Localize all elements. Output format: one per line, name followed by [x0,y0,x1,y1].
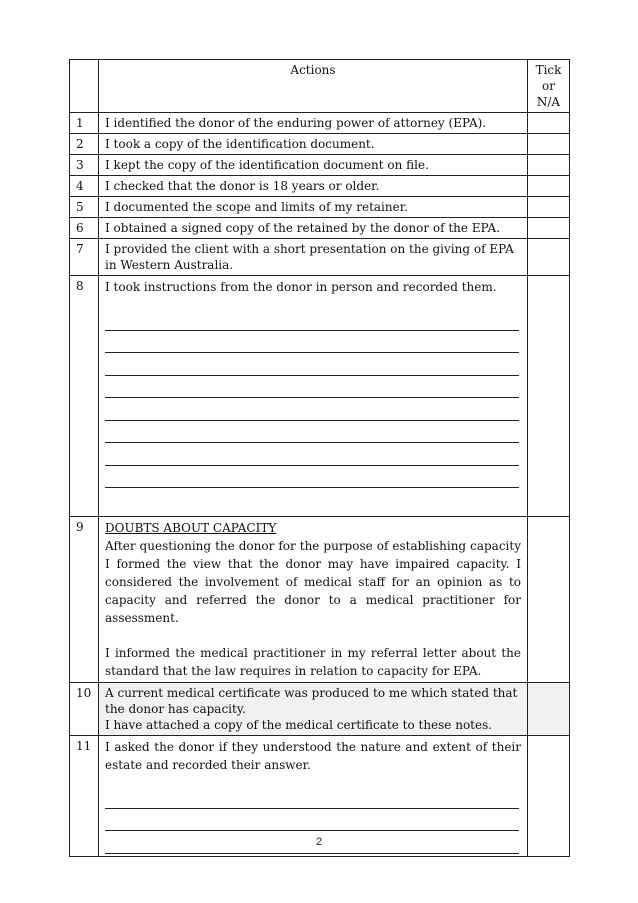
row-number: 1 [70,113,99,134]
table-row [70,276,570,517]
row-action-text: I have attached a copy of the medical certificate to these notes. [105,718,493,732]
row-number: 8 [70,276,99,517]
tick-column-header [528,60,570,113]
row-number: 7 [70,239,99,276]
row-action-text: I asked the donor if they understood the nature and extent of their estate and recorded their answer. [105,740,521,772]
row-action-cell [99,683,528,736]
row-action-text: I took a copy of the identification document. [99,134,528,155]
table-row [70,239,570,276]
tick-box[interactable] [528,218,570,239]
table-row [70,218,570,239]
row-number: 5 [70,197,99,218]
note-line[interactable] [105,353,519,376]
table-row [70,683,570,736]
row-action-text: I provided the client with a short presentation on the giving of EPA in Western Australia. [99,239,528,276]
row-action-text: I identified the donor of the enduring power of attorney (EPA). [99,113,528,134]
note-line[interactable] [105,809,519,832]
row-action-cell [99,276,528,517]
tick-box[interactable] [528,113,570,134]
notes-lines[interactable] [105,308,521,488]
row-action-text: I documented the scope and limits of my retainer. [99,197,528,218]
actions-column-header: Actions [99,60,528,113]
row-number: 2 [70,134,99,155]
row-number: 11 [70,736,99,857]
table-row [70,113,570,134]
table-row [70,134,570,155]
tick-header-line-1: Tick [535,63,562,77]
row-action-text: I checked that the donor is 18 years or older. [99,176,528,197]
tick-box[interactable] [528,176,570,197]
table-row [70,155,570,176]
note-line[interactable] [105,308,519,331]
tick-header-line-3: N/A [536,95,561,109]
row-number: 3 [70,155,99,176]
note-line[interactable] [105,398,519,421]
row-number: 6 [70,218,99,239]
header-row [70,60,570,113]
row-number: 9 [70,517,99,683]
row-action-text: I obtained a signed copy of the retained by the donor of the EPA. [99,218,528,239]
tick-box[interactable] [528,134,570,155]
actions-checklist-table [69,59,570,857]
tick-box[interactable] [528,155,570,176]
tick-header-line-2: or [542,79,555,93]
capacity-paragraph-2: I informed the medical practitioner in my referral letter about the standard that the law requires in relation to capacity for EPA. [105,646,521,678]
note-line[interactable] [105,786,519,809]
row-number: 4 [70,176,99,197]
capacity-paragraph-1: After questioning the donor for the purpose of establishing capacity I formed the view that the donor may have impaired capacity. I considered the involvement of medical staff for an opinion as to capacity and referred the donor to a medical practitioner for assessment. [105,539,521,625]
table-row [70,176,570,197]
note-line[interactable] [105,466,519,489]
note-line[interactable] [105,443,519,466]
row-action-text: A current medical certificate was produced to me which stated that the donor has capacity. [105,686,518,716]
section-heading: DOUBTS ABOUT CAPACITY [105,521,277,535]
row-action-cell [99,517,528,683]
tick-box[interactable] [528,239,570,276]
tick-box[interactable] [528,197,570,218]
tick-box[interactable] [528,517,570,683]
row-number: 10 [70,683,99,736]
page-number: 2 [315,836,323,848]
note-line[interactable] [105,376,519,399]
table-row [70,197,570,218]
row-action-text: I took instructions from the donor in person and recorded them. [105,280,497,294]
tick-box[interactable] [528,683,570,736]
note-line[interactable] [105,421,519,444]
tick-box[interactable] [528,276,570,517]
note-line[interactable] [105,331,519,354]
row-action-text: I kept the copy of the identification document on file. [99,155,528,176]
table-row [70,517,570,683]
number-column-header [70,60,99,113]
